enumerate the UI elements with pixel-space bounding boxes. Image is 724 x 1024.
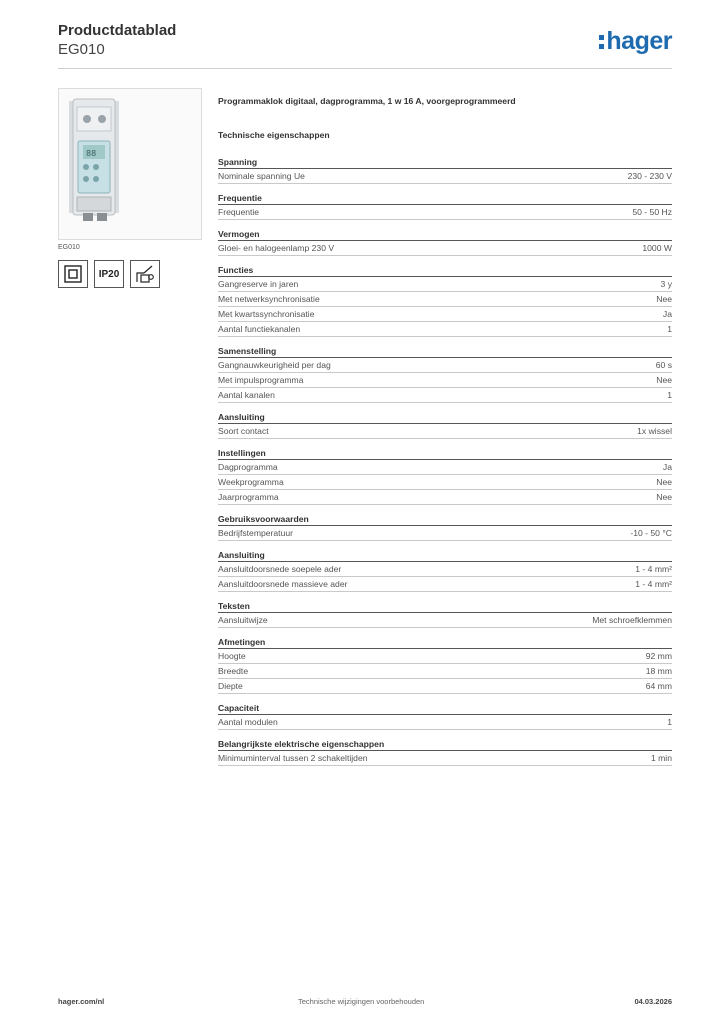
spec-label: Diepte: [218, 681, 243, 691]
spec-row: [218, 241, 672, 256]
spec-label: Frequentie: [218, 207, 260, 217]
spec-section: [218, 600, 672, 628]
product-description: Programmaklok digitaal, dagprogramma, 1 w 16 A, voorgeprogrammeerd: [218, 96, 516, 106]
spec-row: [218, 490, 672, 505]
spec-section: [218, 156, 672, 184]
product-code: EG010: [58, 41, 105, 58]
spec-row: [218, 475, 672, 490]
mounting-rail-icon: [130, 260, 160, 288]
spec-value: Nee: [656, 492, 672, 502]
spec-value: Nee: [656, 294, 672, 304]
spec-row: [218, 613, 672, 628]
spec-section: [218, 345, 672, 403]
spec-row: [218, 169, 672, 184]
spec-value: 1: [667, 324, 672, 334]
header-divider: [58, 68, 672, 69]
timer-device-illustration: [59, 89, 201, 239]
spec-label: Aansluitdoorsnede soepele ader: [218, 564, 342, 574]
spec-label: Bedrijfstemperatuur: [218, 528, 293, 538]
spec-row: [218, 526, 672, 541]
spec-value: 18 mm: [645, 666, 672, 676]
spec-value: 1 - 4 mm²: [635, 579, 672, 589]
logo-text: hager: [606, 27, 672, 55]
spec-label: Met impulsprogramma: [218, 375, 304, 385]
document-title: Productdatablad: [58, 22, 177, 39]
spec-section: [218, 702, 672, 730]
section-title: Frequentie: [218, 192, 672, 205]
double-insulation-icon: [58, 260, 88, 288]
spec-row: [218, 460, 672, 475]
section-title: Aansluiting: [218, 411, 672, 424]
spec-section: [218, 513, 672, 541]
spec-row: [218, 664, 672, 679]
spec-value: 1: [667, 717, 672, 727]
photo-caption: EG010: [58, 244, 80, 251]
section-title: Capaciteit: [218, 702, 672, 715]
specifications: [218, 96, 672, 774]
spec-label: Aantal modulen: [218, 717, 278, 727]
spec-label: Gangreserve in jaren: [218, 279, 299, 289]
spec-value: 60 s: [655, 360, 672, 370]
footer-disclaimer: Technische wijzigingen voorbehouden: [298, 997, 425, 1006]
spec-section: [218, 192, 672, 220]
spec-label: Dagprogramma: [218, 462, 278, 472]
section-title: Teksten: [218, 600, 672, 613]
spec-value: Nee: [656, 375, 672, 385]
spec-section: [218, 738, 672, 766]
section-title: Spanning: [218, 156, 672, 169]
spec-row: [218, 577, 672, 592]
spec-value: 50 - 50 Hz: [632, 207, 672, 217]
section-title: Belangrijkste elektrische eigenschappen: [218, 738, 672, 751]
spec-row: [218, 715, 672, 730]
spec-value: 1 - 4 mm²: [635, 564, 672, 574]
spec-label: Nominale spanning Ue: [218, 171, 305, 181]
spec-section: [218, 447, 672, 505]
spec-value: Met schroefklemmen: [592, 615, 672, 625]
footer-date: 04.03.2026: [634, 997, 672, 1006]
section-title: Afmetingen: [218, 636, 672, 649]
spec-label: Minimuminterval tussen 2 schakeltijden: [218, 753, 368, 763]
spec-label: Met netwerksynchronisatie: [218, 294, 320, 304]
spec-value: 64 mm: [645, 681, 672, 691]
certification-icons: [58, 260, 202, 288]
spec-section: [218, 228, 672, 256]
spec-label: Weekprogramma: [218, 477, 284, 487]
spec-row: [218, 751, 672, 766]
spec-label: Breedte: [218, 666, 249, 676]
section-title: Gebruiksvoorwaarden: [218, 513, 672, 526]
spec-value: Nee: [656, 477, 672, 487]
spec-row: [218, 388, 672, 403]
spec-row: [218, 322, 672, 337]
spec-value: 230 - 230 V: [627, 171, 672, 181]
spec-section: [218, 636, 672, 694]
spec-label: Met kwartssynchronisatie: [218, 309, 315, 319]
spec-section: [218, 411, 672, 439]
spec-label: Gloei- en halogeenlamp 230 V: [218, 243, 335, 253]
spec-label: Aansluitdoorsnede massieve ader: [218, 579, 348, 589]
spec-label: Aansluitwijze: [218, 615, 268, 625]
spec-value: 1000 W: [642, 243, 672, 253]
logo-dots-icon: [599, 35, 604, 49]
spec-row: [218, 649, 672, 664]
page-header: [58, 22, 672, 70]
footer-website: hager.com/nl: [58, 997, 105, 1006]
section-title: Aansluiting: [218, 549, 672, 562]
spec-value: Ja: [662, 462, 672, 472]
spec-value: 92 mm: [645, 651, 672, 661]
spec-value: 3 y: [660, 279, 672, 289]
spec-row: [218, 292, 672, 307]
section-title: Instellingen: [218, 447, 672, 460]
ip20-icon: IP20: [94, 260, 124, 288]
spec-row: [218, 307, 672, 322]
spec-label: Aantal functiekanalen: [218, 324, 301, 334]
section-title: Vermogen: [218, 228, 672, 241]
product-sidebar: [58, 88, 202, 288]
spec-row: [218, 373, 672, 388]
spec-row: [218, 358, 672, 373]
spec-label: Soort contact: [218, 426, 269, 436]
spec-row: [218, 205, 672, 220]
spec-sections: [218, 156, 672, 766]
spec-label: Aantal kanalen: [218, 390, 275, 400]
spec-label: Jaarprogramma: [218, 492, 279, 502]
spec-label: Hoogte: [218, 651, 246, 661]
spec-row: [218, 679, 672, 694]
spec-row: [218, 424, 672, 439]
spec-value: 1x wissel: [637, 426, 672, 436]
spec-value: -10 - 50 °C: [630, 528, 672, 538]
product-image: [58, 88, 202, 240]
spec-row: [218, 562, 672, 577]
spec-value: 1 min: [650, 753, 672, 763]
spec-value: Ja: [662, 309, 672, 319]
spec-value: 1: [667, 390, 672, 400]
spec-label: Gangnauwkeurigheid per dag: [218, 360, 331, 370]
section-title: Samenstelling: [218, 345, 672, 358]
hager-logo: [599, 27, 672, 56]
spec-section: [218, 549, 672, 592]
spec-row: [218, 277, 672, 292]
spec-section: [218, 264, 672, 337]
tech-properties-heading: Technische eigenschappen: [218, 130, 330, 140]
svg-text:88: 88: [86, 149, 97, 158]
section-title: Functies: [218, 264, 672, 277]
